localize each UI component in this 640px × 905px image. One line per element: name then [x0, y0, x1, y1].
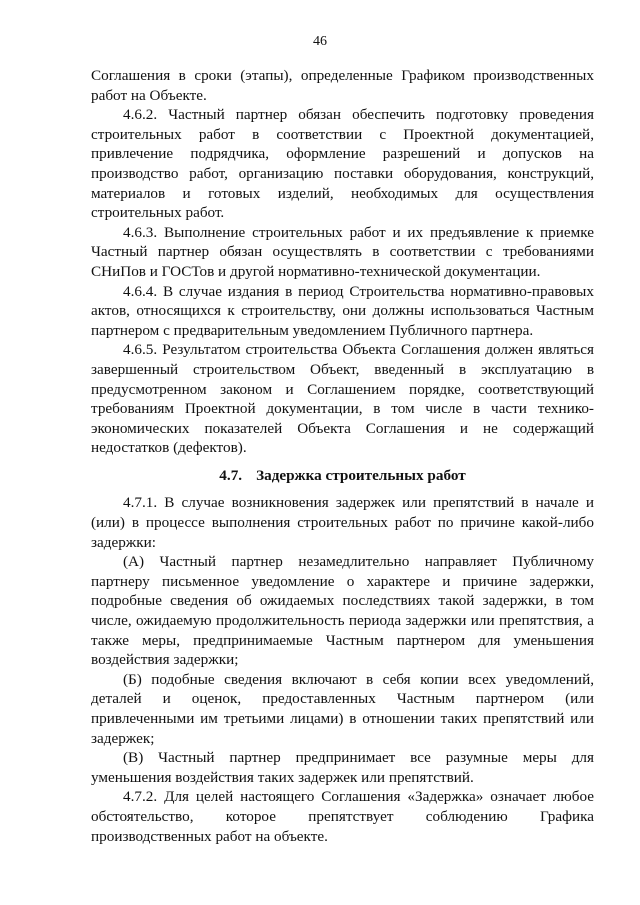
paragraph-item-a: (А) Частный партнер незамедлительно направляет Публичному партнеру письменное уведомление о характере и причине задержки, подробные сведения об ожидаемых последствиях такой задержки, в том числе, ожидаемую продолжительность периода задержки или препятствия, а также меры, предпринимаемые Частным партнером для уменьшения воздействия задержки;: [91, 553, 594, 669]
paragraph-item-v: (В) Частный партнер предпринимает все разумные меры для уменьшения воздействия таких задержек или препятствий.: [91, 749, 594, 786]
paragraph-item-b: (Б) подобные сведения включают в себя копии всех уведомлений, деталей и оценок, предоставленных Частным партнером (или привлеченными им третьими лицами) в отношении таких препятствий или задержек;: [91, 670, 594, 747]
section-number: 4.7.: [219, 466, 243, 484]
paragraph-continuation: Соглашения в сроки (этапы), определенные Графиком производственных работ на Объекте.: [91, 67, 594, 104]
paragraph-4-7-1: 4.7.1. В случае возникновения задержек или препятствий в начале и (или) в процессе выполнения строительных работ по причине какой-либо задержки:: [91, 494, 594, 551]
section-heading: [91, 466, 594, 486]
page-number: 46: [313, 34, 327, 49]
paragraph-4-6-3: 4.6.3. Выполнение строительных работ и их предъявление к приемке Частный партнер обязан осуществлять в соответствии с требованиями СНиПов и ГОСТов и другой нормативно-технической документации.: [91, 223, 594, 280]
paragraph-4-6-5: 4.6.5. Результатом строительства Объекта Соглашения должен являться завершенный строительством Объект, введенный в эксплуатацию в предусмотренном законом и Соглашением порядке, соответствующий требованиям Проектной документации, в том числе в части технико-экономических показателей Объекта Соглашения и не содержащий недостатков (дефектов).: [91, 341, 594, 457]
paragraph-4-6-4: 4.6.4. В случае издания в период Строительства нормативно-правовых актов, относящихся к строительству, они должны использоваться Частным партнером с предварительным уведомлением Публичного партнера.: [91, 282, 594, 339]
paragraph-4-6-2: 4.6.2. Частный партнер обязан обеспечить подготовку проведения строительных работ в соответствии с Проектной документацией, привлечение подрядчика, оформление разрешений и допусков на производство работ, организацию поставки оборудования, конструкций, материалов и готовых изделий, необходимых для осуществления строительных работ.: [91, 106, 594, 222]
document-body: [91, 66, 594, 846]
section-title: Задержка строительных работ: [256, 466, 466, 484]
paragraph-4-7-2: 4.7.2. Для целей настоящего Соглашения «Задержка» означает любое обстоятельство, которое препятствует соблюдению Графика производственных работ на объекте.: [91, 788, 594, 845]
